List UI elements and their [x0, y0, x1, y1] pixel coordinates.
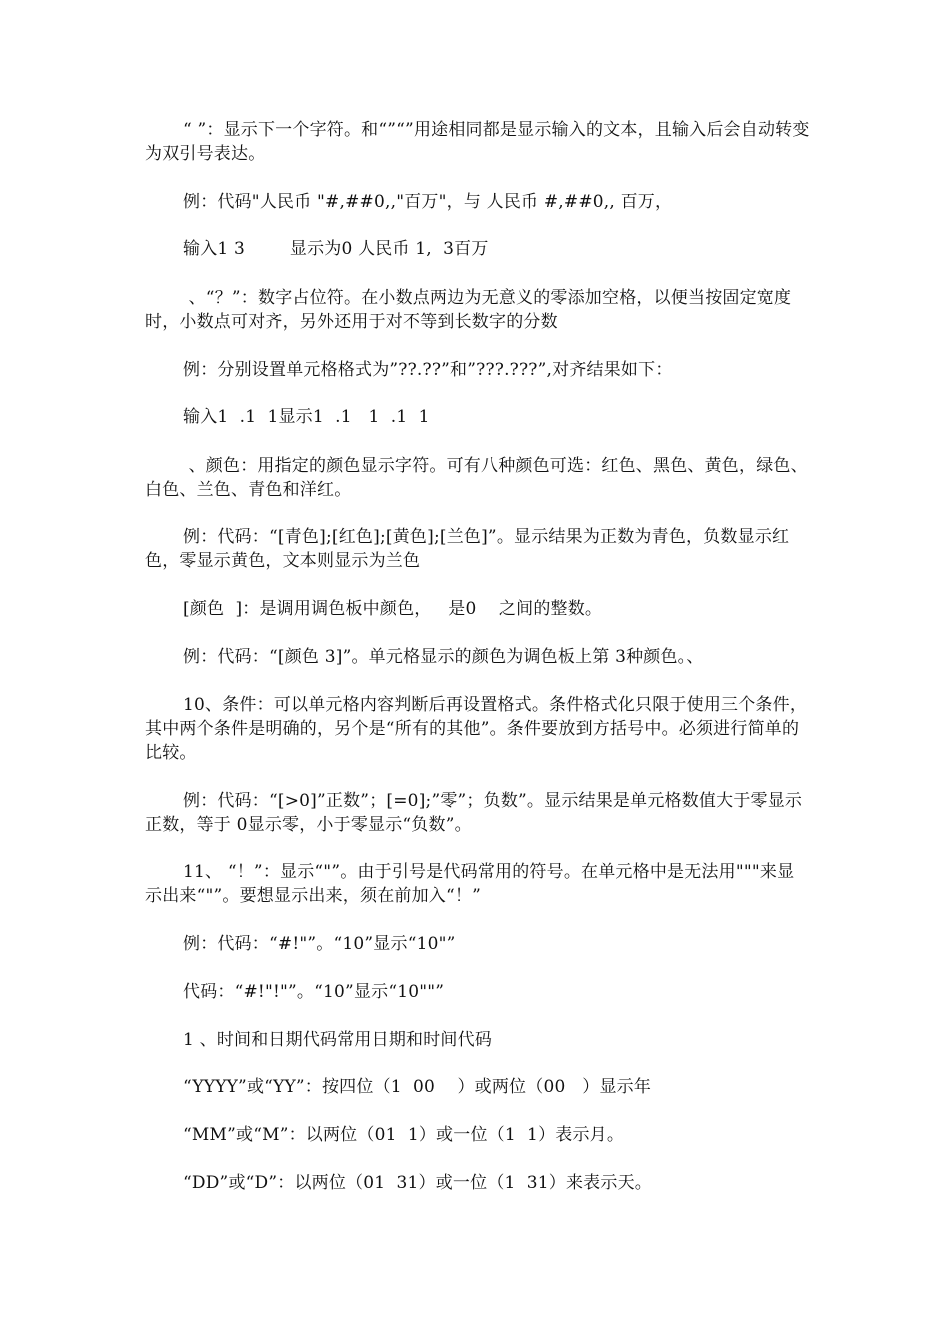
paragraph-example-color-3: 例：代码：“[颜色 3]”。单元格显示的颜色为调色板上第 3种颜色。、 — [183, 647, 704, 667]
paragraph-condition: 10、条件：可以单元格内容判断后再设置格式。条件格式化只限于使用三个条件，其中两个条件是明确的，另个是“所有的其他”。条件要放到方括号中。必须进行简单的比较。 — [145, 695, 808, 763]
paragraph-color-palette: [颜色 ]：是调用调色板中颜色， 是0 之间的整数。 — [183, 599, 603, 619]
paragraph-example-exclamation-1: 例：代码：“#!"”。“10”显示“10"” — [183, 934, 456, 954]
paragraph-month-code: “MM”或“M”：以两位（01 1）或一位（1 1）表示月。 — [183, 1125, 625, 1145]
paragraph-color: 、颜色：用指定的颜色显示字符。可有八种颜色可选：红色、黑色、黄色，绿色、白色、兰色、青色和洋红。 — [145, 456, 808, 500]
paragraph-quote-char: “ ”：显示下一个字符。和“”“”用途相同都是显示输入的文本，且输入后会自动转变为双引号表达。 — [145, 120, 810, 164]
paragraph-day-code: “DD”或“D”：以两位（01 31）或一位（1 31）来表示天。 — [183, 1173, 652, 1193]
paragraph-example-rmb-result: 输入1 3 显示为0 人民币 1, 3百万 — [183, 239, 489, 259]
paragraph-year-code: “YYYY”或“YY”：按四位（1 00 ）或两位（00 ）显示年 — [183, 1077, 652, 1097]
paragraph-example-color: 例：代码：“[青色];[红色];[黄色];[兰色]”。显示结果为正数为青色，负数显示红色，零显示黄色，文本则显示为兰色 — [145, 527, 790, 571]
paragraph-example-exclamation-2: 代码：“#!"!"”。“10”显示“10""” — [183, 982, 445, 1002]
paragraph-datetime-heading: 1 、时间和日期代码常用日期和时间代码 — [183, 1030, 493, 1050]
paragraph-example-align-result: 输入1 .1 1显示1 .1 1 .1 1 — [183, 407, 430, 427]
paragraph-question-placeholder: 、“？”：数字占位符。在小数点两边为无意义的零添加空格，以便当按固定宽度时，小数点可对齐，另外还用于对不等到长数字的分数 — [145, 288, 792, 332]
paragraph-example-rmb-code: 例：代码"人民币 "#,##0,,"百万"，与 人民币 #,##0,, 百万， — [183, 192, 673, 212]
paragraph-exclamation: 11、 “！”：显示“"”。由于引号是代码常用的符号。在单元格中是无法用"""来显示出来“"”。要想显示出来，须在前加入“！” — [145, 862, 795, 906]
paragraph-example-align-code: 例：分别设置单元格格式为”??.??”和”???.???”,对齐结果如下： — [183, 360, 673, 380]
paragraph-example-condition: 例：代码：“[>0]”正数”；[=0];”零”；负数”。显示结果是单元格数值大于零显示正数，等于 0显示零，小于零显示“负数”。 — [145, 791, 803, 835]
